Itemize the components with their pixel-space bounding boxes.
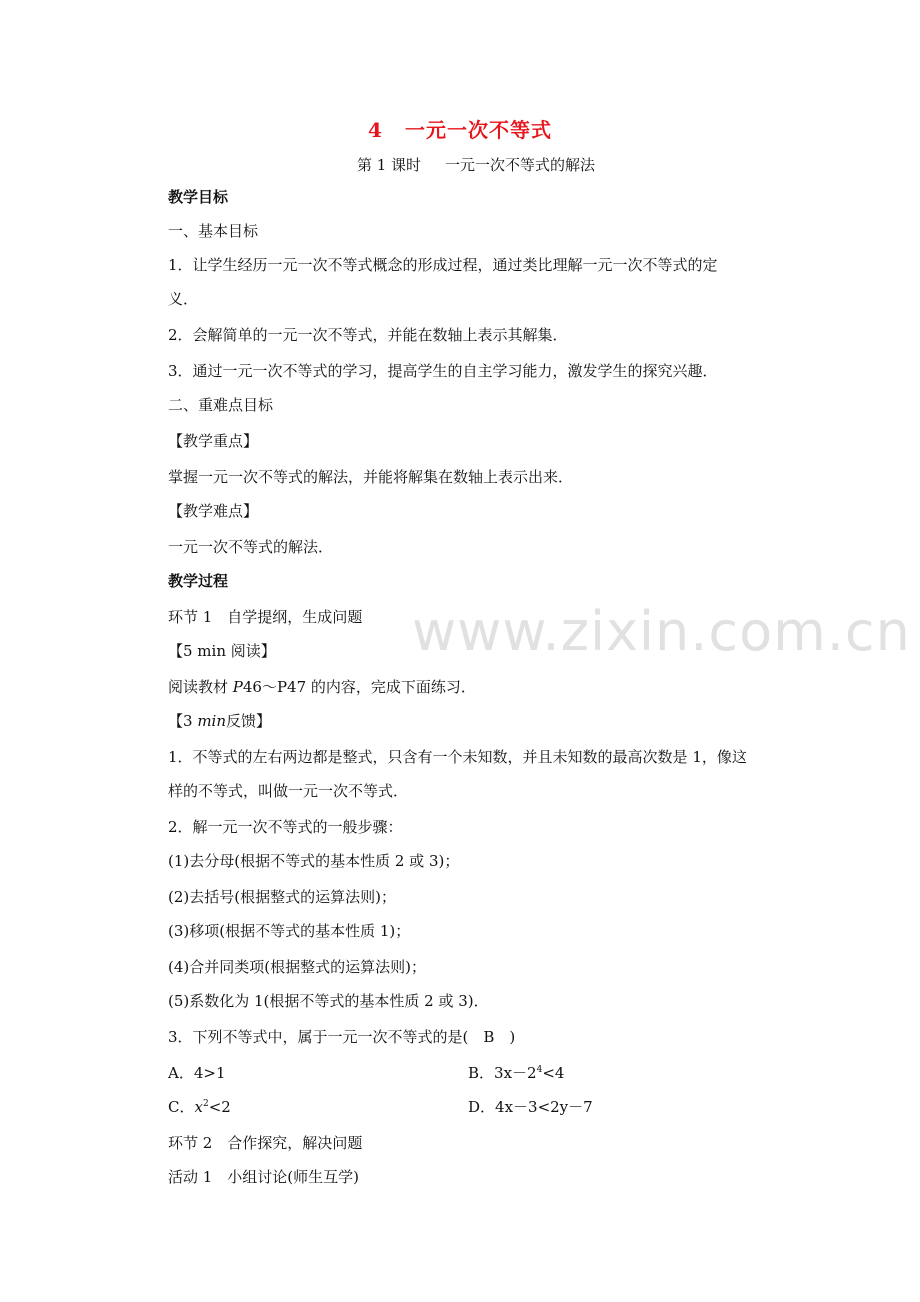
lesson-topic: 一元一次不等式的解法 bbox=[445, 156, 596, 174]
option-b: B．$3x-2^4<4$ bbox=[468, 1064, 565, 1082]
basic-goals-heading: 一、基本目标 bbox=[168, 222, 259, 240]
activity-1-heading: 活动 1 小组讨论(师生互学) bbox=[168, 1168, 360, 1186]
page-title bbox=[0, 114, 920, 143]
solving-step-2: (2)去括号(根据整式的运算法则)； bbox=[168, 888, 396, 906]
watermark-text: www.zixin.com.cn bbox=[412, 600, 911, 663]
definition-line-2: 样的不等式，叫做一元一次不等式． bbox=[168, 782, 409, 800]
goal-1-line-1: 1．让学生经历一元一次不等式概念的形成过程，通过类比理解一元一次不等式的定 bbox=[168, 256, 718, 274]
option-d: D．4x－3<2y－7 bbox=[468, 1098, 593, 1116]
feedback-label: 【3 min反馈】 bbox=[168, 712, 272, 730]
difficulty-text: 一元一次不等式的解法． bbox=[168, 538, 334, 556]
reading-label: 【5 min 阅读】 bbox=[168, 642, 276, 660]
reading-instruction: 阅读教材 P46～P47 的内容，完成下面练习． bbox=[168, 678, 476, 696]
definition-line-1: 1．不等式的左右两边都是整式，只含有一个未知数，并且未知数的最高次数是 1，像这 bbox=[168, 748, 747, 766]
solving-step-1: (1)去分母(根据不等式的基本性质 2 或 3)； bbox=[168, 852, 460, 870]
solving-step-3: (3)移项(根据不等式的基本性质 1)； bbox=[168, 922, 411, 940]
lesson-number: 第 1 课时 bbox=[356, 156, 422, 174]
title-text: 一元一次不等式 bbox=[404, 118, 552, 142]
step-2-heading: 环节 2 合作探究，解决问题 bbox=[168, 1134, 363, 1152]
goal-3: 3．通过一元一次不等式的学习，提高学生的自主学习能力，激发学生的探究兴趣． bbox=[168, 362, 718, 380]
question-3: 3．下列不等式中，属于一元一次不等式的是( B ) bbox=[168, 1028, 516, 1046]
option-c: C．$x^2<2$ bbox=[168, 1098, 231, 1116]
goals-heading: 教学目标 bbox=[168, 188, 229, 206]
solving-steps-intro: 2．解一元一次不等式的一般步骤： bbox=[168, 818, 403, 836]
solving-step-4: (4)合并同类项(根据整式的运算法则)； bbox=[168, 958, 426, 976]
solving-step-5: (5)系数化为 1(根据不等式的基本性质 2 或 3)． bbox=[168, 992, 489, 1010]
step-1-heading: 环节 1 自学提纲，生成问题 bbox=[168, 608, 363, 626]
option-a: A．4>1 bbox=[168, 1064, 226, 1082]
key-goals-heading: 二、重难点目标 bbox=[168, 396, 274, 414]
process-heading: 教学过程 bbox=[168, 572, 229, 590]
difficulty-label: 【教学难点】 bbox=[168, 502, 259, 520]
title-number: 4 bbox=[368, 118, 383, 142]
key-point-label: 【教学重点】 bbox=[168, 432, 259, 450]
key-point-text: 掌握一元一次不等式的解法，并能将解集在数轴上表示出来． bbox=[168, 468, 574, 486]
goal-1-line-2: 义． bbox=[168, 290, 199, 308]
lesson-subtitle bbox=[0, 154, 920, 175]
goal-2: 2．会解简单的一元一次不等式，并能在数轴上表示其解集． bbox=[168, 326, 568, 344]
